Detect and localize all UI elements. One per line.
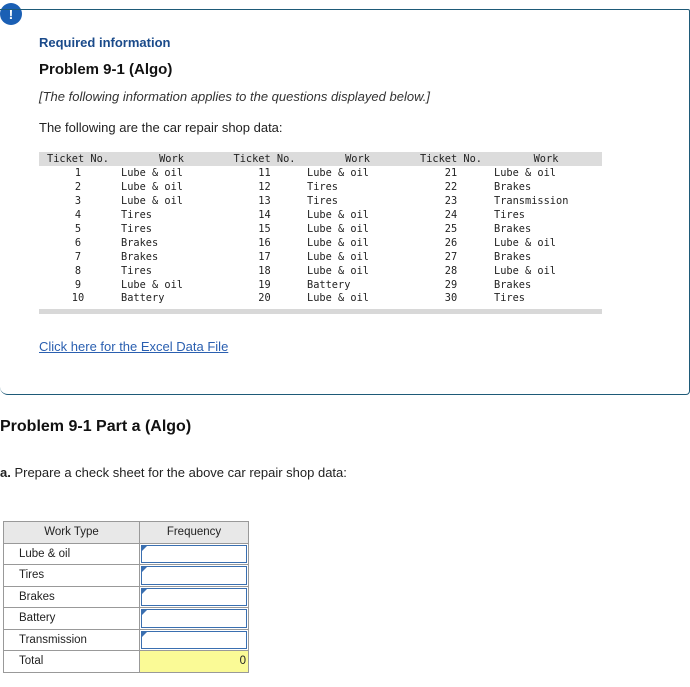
check-sheet-row (4, 586, 249, 608)
work-cell: Lube & oil (494, 265, 556, 277)
check-header-row (4, 522, 249, 544)
work-cell: Battery (117, 292, 226, 311)
ticket-number-cell: 17 (258, 251, 271, 263)
ticket-number-cell: 14 (258, 209, 271, 221)
ticket-number-cell: 19 (258, 279, 271, 291)
work-cell: Lube & oil (307, 237, 369, 249)
ticket-number-cell: 15 (258, 223, 271, 235)
ticket-number-cell: 28 (444, 265, 458, 277)
header-work-3: Work (490, 152, 602, 166)
intro-text: The following are the car repair shop data: (39, 120, 283, 135)
work-type-label: Transmission (4, 629, 140, 651)
table-row (39, 222, 602, 236)
ticket-number-cell: 29 (444, 279, 458, 291)
frequency-input[interactable] (141, 609, 247, 628)
work-cell: Lube & oil (494, 167, 556, 179)
frequency-input[interactable] (141, 588, 247, 607)
table-row (39, 278, 602, 292)
table-row (39, 264, 602, 278)
work-cell: Brakes (494, 223, 532, 235)
required-info-label: Required information (39, 35, 171, 50)
ticket-number-cell: 1 (74, 167, 82, 179)
table-row (39, 250, 602, 264)
header-ticket-1: Ticket No. (39, 152, 117, 166)
check-sheet-row (4, 543, 249, 565)
table-header-row (39, 152, 602, 166)
frequency-input[interactable] (141, 631, 247, 650)
work-type-label: Lube & oil (4, 543, 140, 565)
work-cell: Lube & oil (307, 251, 369, 263)
part-letter: a. (0, 465, 11, 480)
ticket-number-cell: 2 (74, 181, 82, 193)
ticket-number-cell: 12 (258, 181, 271, 193)
work-cell: Tires (121, 265, 152, 277)
work-cell: Tires (121, 209, 152, 221)
ticket-number-cell: 16 (258, 237, 271, 249)
ticket-number-cell: 7 (74, 251, 82, 263)
work-cell: Brakes (494, 251, 532, 263)
work-cell: Brakes (494, 279, 532, 291)
work-cell: Brakes (121, 251, 159, 263)
header-work-2: Work (303, 152, 412, 166)
work-cell: Lube & oil (121, 195, 183, 207)
problem-title: Problem 9-1 (Algo) (39, 61, 173, 78)
ticket-number-cell: 20 (226, 292, 303, 311)
work-cell: Lube & oil (307, 265, 369, 277)
ticket-number-cell: 21 (444, 167, 458, 179)
work-cell: Lube & oil (121, 167, 183, 179)
frequency-cell (140, 565, 249, 587)
ticket-number-cell: 22 (444, 181, 458, 193)
ticket-number-cell: 10 (39, 292, 117, 311)
work-type-label: Battery (4, 608, 140, 630)
frequency-cell (140, 543, 249, 565)
italic-note: [The following information applies to the questions displayed below.] (39, 89, 430, 104)
work-cell: Tires (494, 209, 525, 221)
ticket-number-cell: 13 (258, 195, 271, 207)
ticket-number-cell: 24 (444, 209, 458, 221)
work-cell: Lube & oil (303, 292, 412, 311)
work-cell: Tires (307, 195, 338, 207)
work-cell: Lube & oil (307, 223, 369, 235)
table-row (39, 166, 602, 180)
part-instruction (0, 465, 347, 480)
total-value: 0 (140, 651, 249, 673)
work-cell: Tires (307, 181, 338, 193)
ticket-number-cell: 18 (258, 265, 271, 277)
alert-icon: ! (0, 3, 22, 25)
ticket-number-cell: 8 (74, 265, 82, 277)
work-cell: Battery (307, 279, 351, 291)
frequency-cell (140, 608, 249, 630)
check-sheet-row (4, 565, 249, 587)
work-cell: Lube & oil (307, 209, 369, 221)
frequency-cell (140, 586, 249, 608)
ticket-number-cell: 5 (74, 223, 82, 235)
frequency-input[interactable] (141, 566, 247, 585)
table-row (39, 180, 602, 194)
repair-data-table (39, 152, 602, 314)
work-cell: Lube & oil (121, 279, 183, 291)
part-instruction-text: Prepare a check sheet for the above car repair shop data: (10, 465, 347, 480)
work-cell: Brakes (494, 181, 532, 193)
check-sheet-row (4, 608, 249, 630)
work-cell: Lube & oil (494, 237, 556, 249)
header-frequency: Frequency (140, 522, 249, 544)
table-row (39, 292, 602, 311)
part-title: Problem 9-1 Part a (Algo) (0, 418, 192, 435)
table-row (39, 208, 602, 222)
ticket-number-cell: 25 (444, 223, 458, 235)
frequency-input[interactable] (141, 545, 247, 564)
check-sheet-row (4, 629, 249, 651)
header-work-1: Work (117, 152, 226, 166)
ticket-number-cell: 30 (412, 292, 490, 311)
ticket-number-cell: 4 (74, 209, 82, 221)
frequency-cell (140, 629, 249, 651)
work-type-label: Tires (4, 565, 140, 587)
total-row (4, 651, 249, 673)
header-ticket-3: Ticket No. (412, 152, 490, 166)
ticket-number-cell: 11 (258, 167, 271, 179)
work-type-label: Brakes (4, 586, 140, 608)
table-row (39, 236, 602, 250)
table-row (39, 194, 602, 208)
ticket-number-cell: 6 (74, 237, 82, 249)
total-label: Total (4, 651, 140, 673)
ticket-number-cell: 27 (444, 251, 458, 263)
header-ticket-2: Ticket No. (226, 152, 303, 166)
work-cell: Tires (490, 292, 602, 311)
ticket-number-cell: 9 (74, 279, 82, 291)
ticket-number-cell: 26 (444, 237, 458, 249)
work-cell: Transmission (494, 195, 569, 207)
work-cell: Lube & oil (121, 181, 183, 193)
header-work-type: Work Type (4, 522, 140, 544)
check-sheet-table (3, 521, 249, 673)
work-cell: Brakes (121, 237, 159, 249)
ticket-number-cell: 3 (74, 195, 82, 207)
excel-data-link[interactable]: Click here for the Excel Data File (39, 339, 229, 354)
work-cell: Lube & oil (307, 167, 369, 179)
ticket-number-cell: 23 (444, 195, 458, 207)
work-cell: Tires (121, 223, 152, 235)
